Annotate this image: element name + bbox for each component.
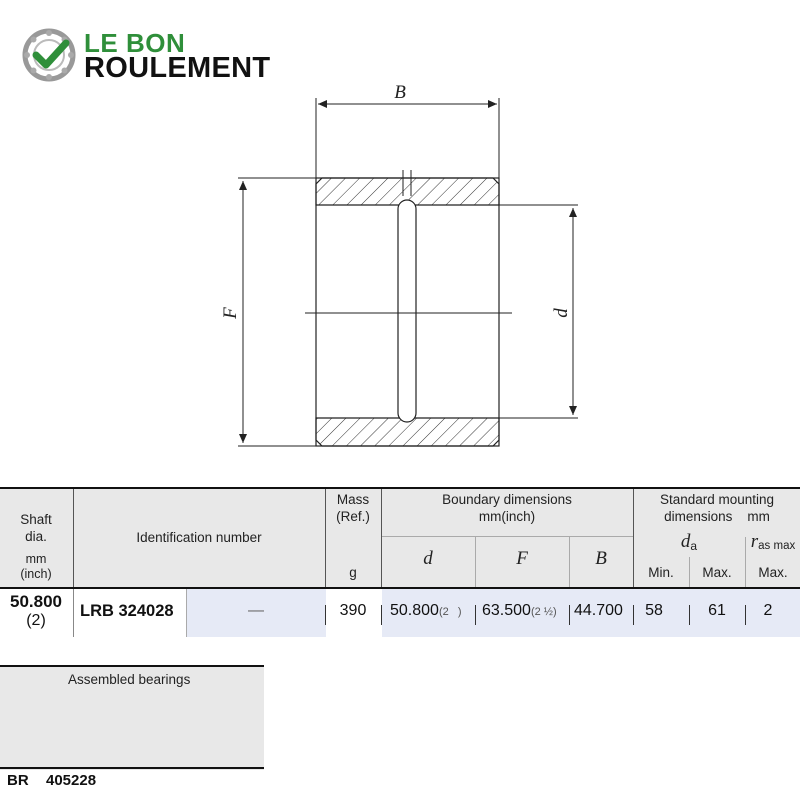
header-shaft-unit-mm: mm	[25, 552, 47, 566]
dim-F-label: F	[220, 307, 241, 319]
boundary-F: 63.500(2 ½)	[482, 602, 557, 619]
header-boundary-line1: Boundary dimensions	[442, 492, 572, 507]
header-r-max-unit: Max.	[758, 565, 788, 580]
header-shaft-line1: Shaft	[20, 512, 52, 527]
header-col-F: F	[516, 548, 528, 569]
identification-number: LRB 324028	[80, 602, 174, 620]
header-da: da	[680, 531, 698, 553]
header-da-min: Min.	[648, 565, 674, 580]
dim-d-label: d	[551, 308, 572, 318]
assembled-number: 405228	[46, 772, 97, 789]
assembled-bearings-title: Assembled bearings	[68, 672, 191, 687]
header-mounting-line2: dimensions mm	[664, 509, 770, 524]
lubrication-groove	[398, 200, 416, 422]
boundary-B: 44.700	[574, 602, 623, 619]
header-shaft-line2: dia.	[25, 529, 47, 544]
header-da-max: Max.	[702, 565, 732, 580]
mounting-r-max: 2	[763, 602, 773, 619]
dim-B-label: B	[394, 82, 406, 103]
boundary-d: 50.800(2 )	[390, 602, 462, 619]
brand-line2: ROULEMENT	[84, 52, 271, 84]
mass-value: 390	[339, 602, 367, 619]
shaft-dia-inch: (2)	[26, 612, 46, 629]
header-boundary-line2: mm(inch)	[478, 509, 536, 524]
identification-variant: —	[248, 602, 264, 619]
shaft-dia-mm: 50.800	[10, 592, 62, 611]
spec-table	[0, 487, 800, 637]
header-identification: Identification number	[136, 530, 262, 545]
header-mass-unit: g	[349, 565, 357, 580]
mounting-da-max: 61	[708, 602, 726, 619]
header-col-B: B	[595, 548, 607, 569]
header-mass-line2: (Ref.)	[336, 509, 370, 524]
assembled-series: BR	[7, 772, 29, 789]
brand-line1: LE BON	[84, 28, 186, 58]
header-shaft-unit-inch: (inch)	[20, 567, 52, 581]
header-mass-line1: Mass	[336, 492, 370, 507]
header-mounting-line1: Standard mounting	[659, 492, 775, 507]
header-r-max: ras max	[750, 531, 796, 552]
assembled-bearings-panel	[0, 665, 264, 770]
mounting-da-min: 58	[645, 602, 663, 619]
header-col-d: d	[423, 548, 433, 569]
table-row	[0, 589, 800, 637]
